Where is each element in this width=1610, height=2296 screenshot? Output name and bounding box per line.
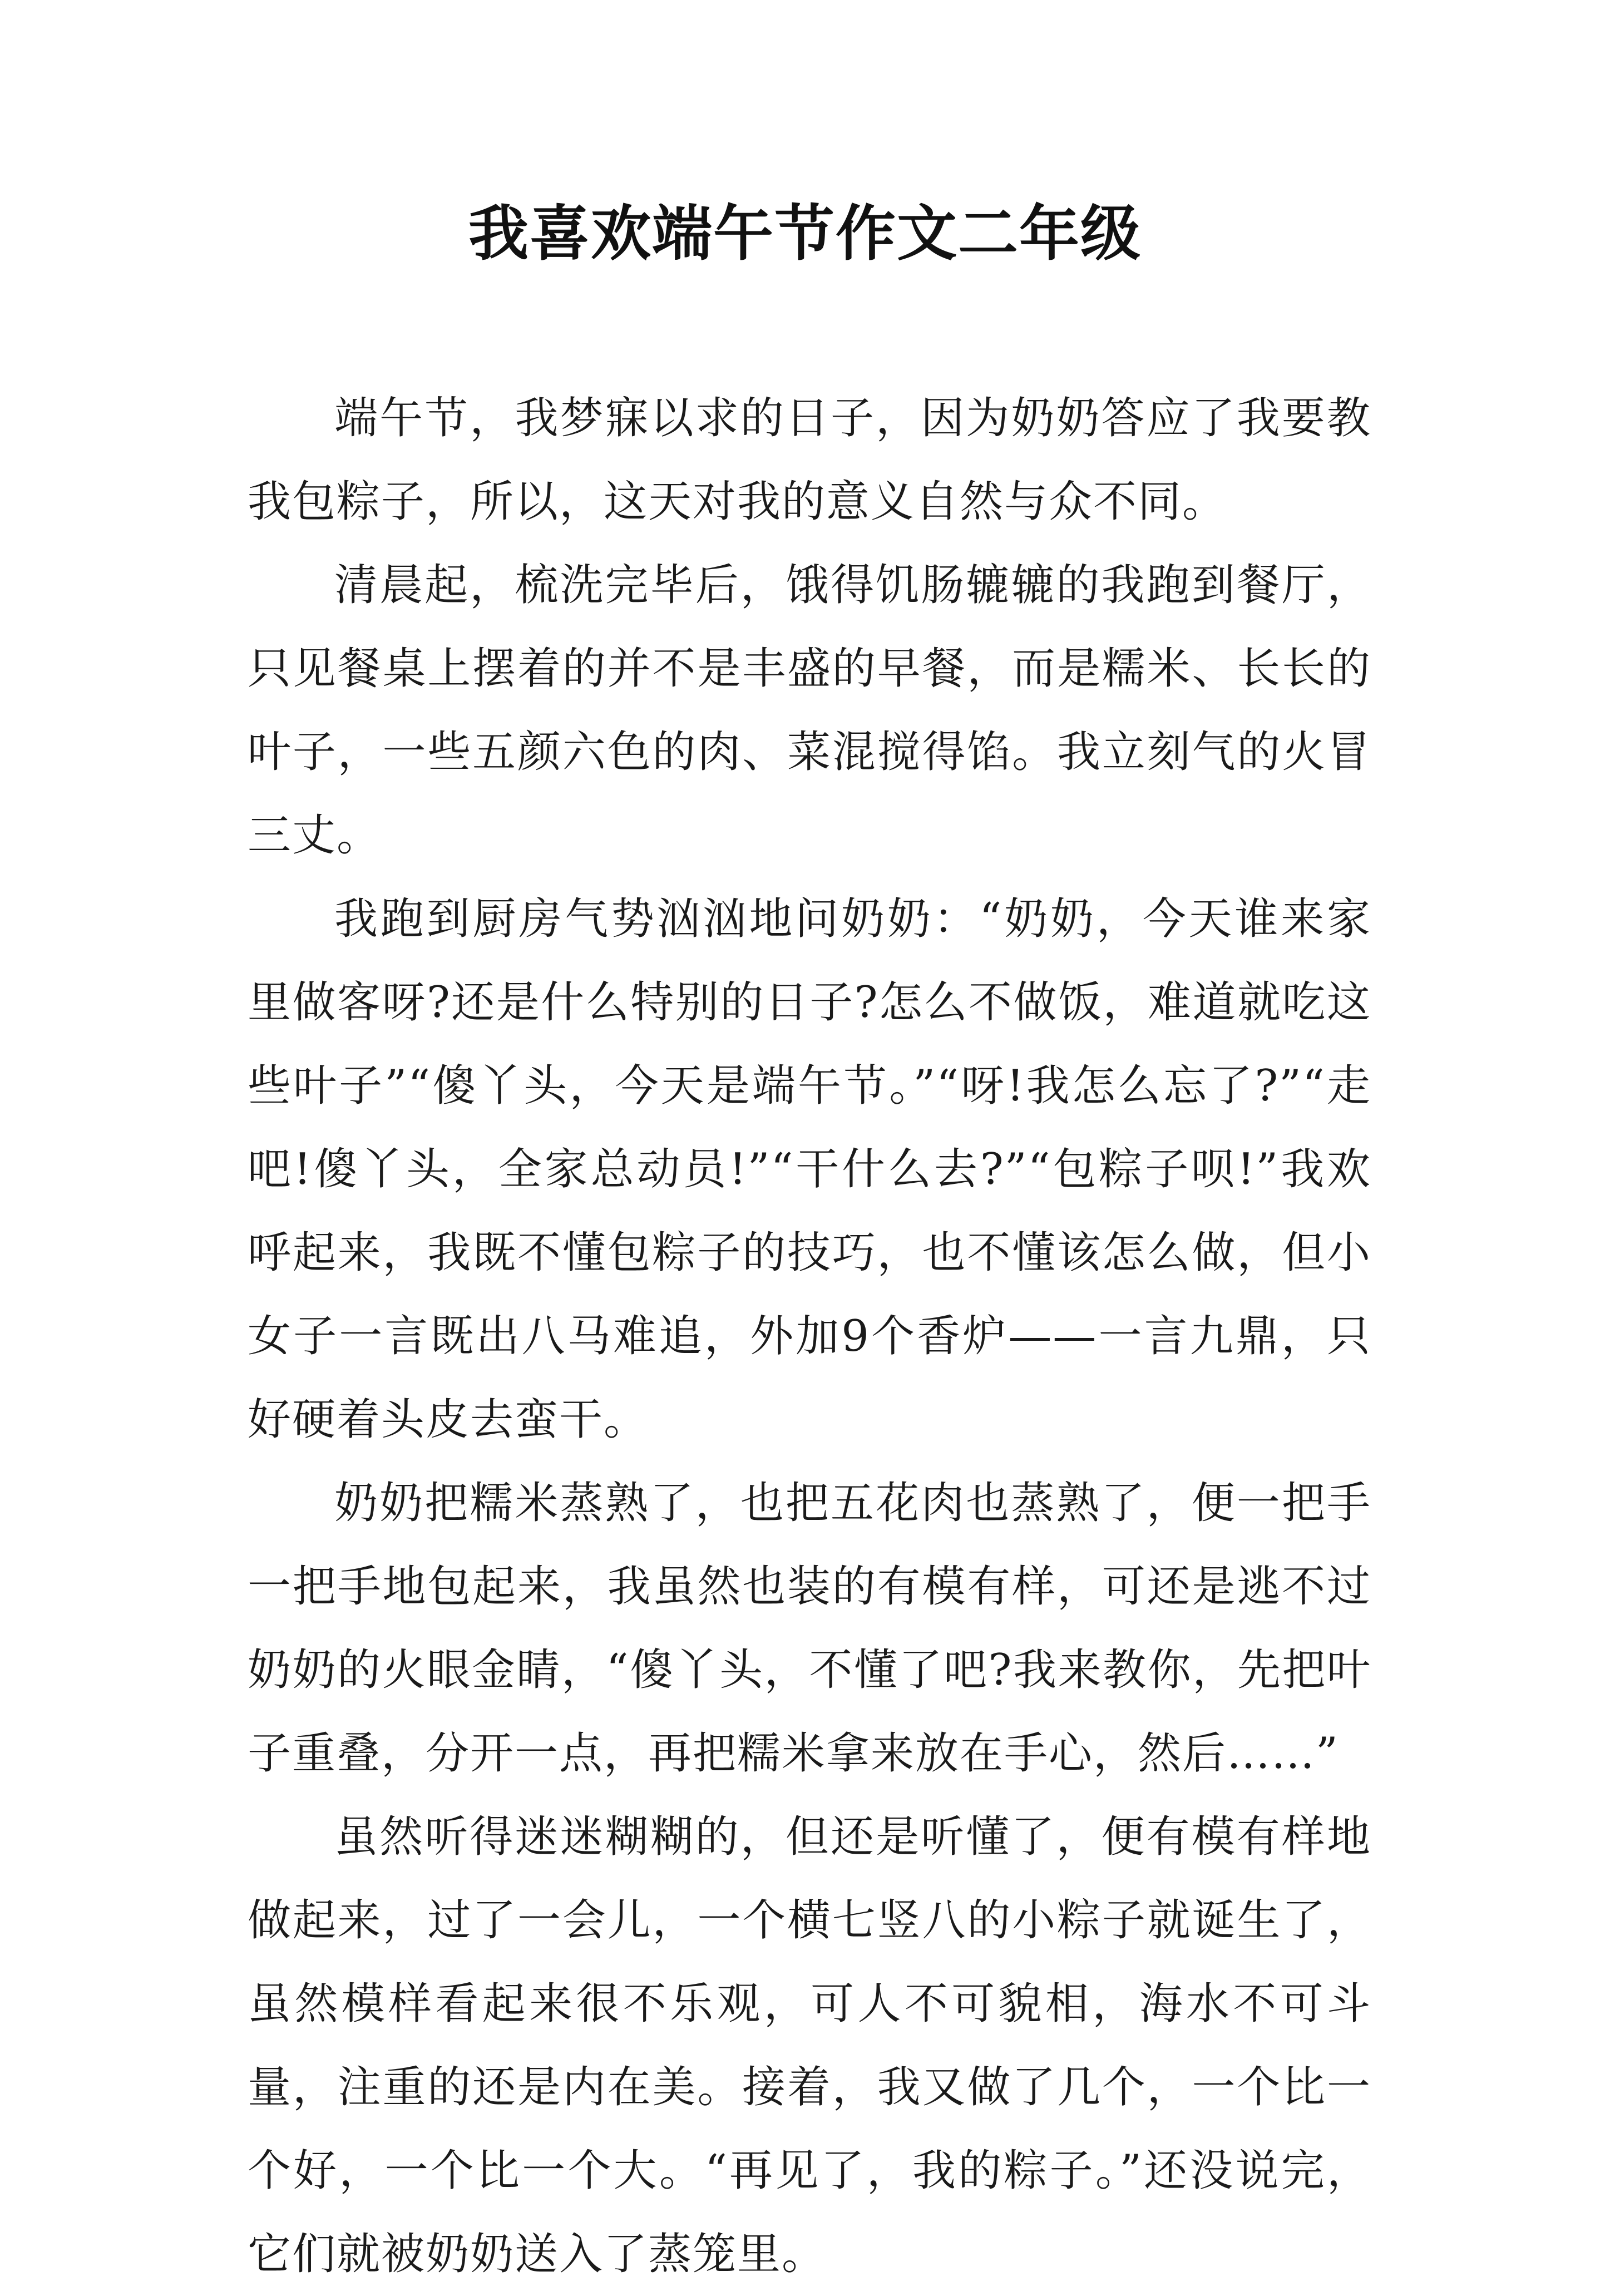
paragraph-1: 端午节，我梦寐以求的日子，因为奶奶答应了我要教我包粽子，所以，这天对我的意义自然与众不同。 [248, 393, 1371, 527]
paragraph-3: 我跑到厨房气势汹汹地问奶奶：“奶奶，今天谁来家里做客呀?还是什么特别的日子?怎么不做饭，难道就吃这些叶子”“傻丫头，今天是端午节。”“呀!我怎么忘了?”“走吧!傻丫头，全家总动员!”“干什么去?”“包粽子呗!”我欢呼起来，我既不懂包粽子的技巧，也不懂该怎么做，但小女子一言既出八马难追，外加9个香炉——一言九鼎，只好硬着头皮去蛮干。 [248, 894, 1371, 1445]
essay-body [248, 377, 1371, 2296]
page-title: 我喜欢端午节作文二年级 [468, 199, 1142, 269]
paragraph-4: 奶奶把糯米蒸熟了，也把五花肉也蒸熟了，便一把手一把手地包起来，我虽然也装的有模有样，可还是逃不过奶奶的火眼金睛，“傻丫头，不懂了吧?我来教你，先把叶子重叠，分开一点，再把糯米拿来放在手心，然后……” [248, 1478, 1371, 1779]
paragraph-2: 清晨起，梳洗完毕后，饿得饥肠辘辘的我跑到餐厅，只见餐桌上摆着的并不是丰盛的早餐，而是糯米、长长的叶子，一些五颜六色的肉、菜混搅得馅。我立刻气的火冒三丈。 [248, 560, 1371, 861]
paragraph-5: 虽然听得迷迷糊糊的，但还是听懂了，便有模有样地做起来，过了一会儿，一个横七竖八的小粽子就诞生了，虽然模样看起来很不乐观，可人不可貌相，海水不可斗量，注重的还是内在美。接着，我又做了几个，一个比一个好，一个比一个大。“再见了，我的粽子。”还没说完，它们就被奶奶送入了蒸笼里。 [248, 1812, 1371, 2279]
